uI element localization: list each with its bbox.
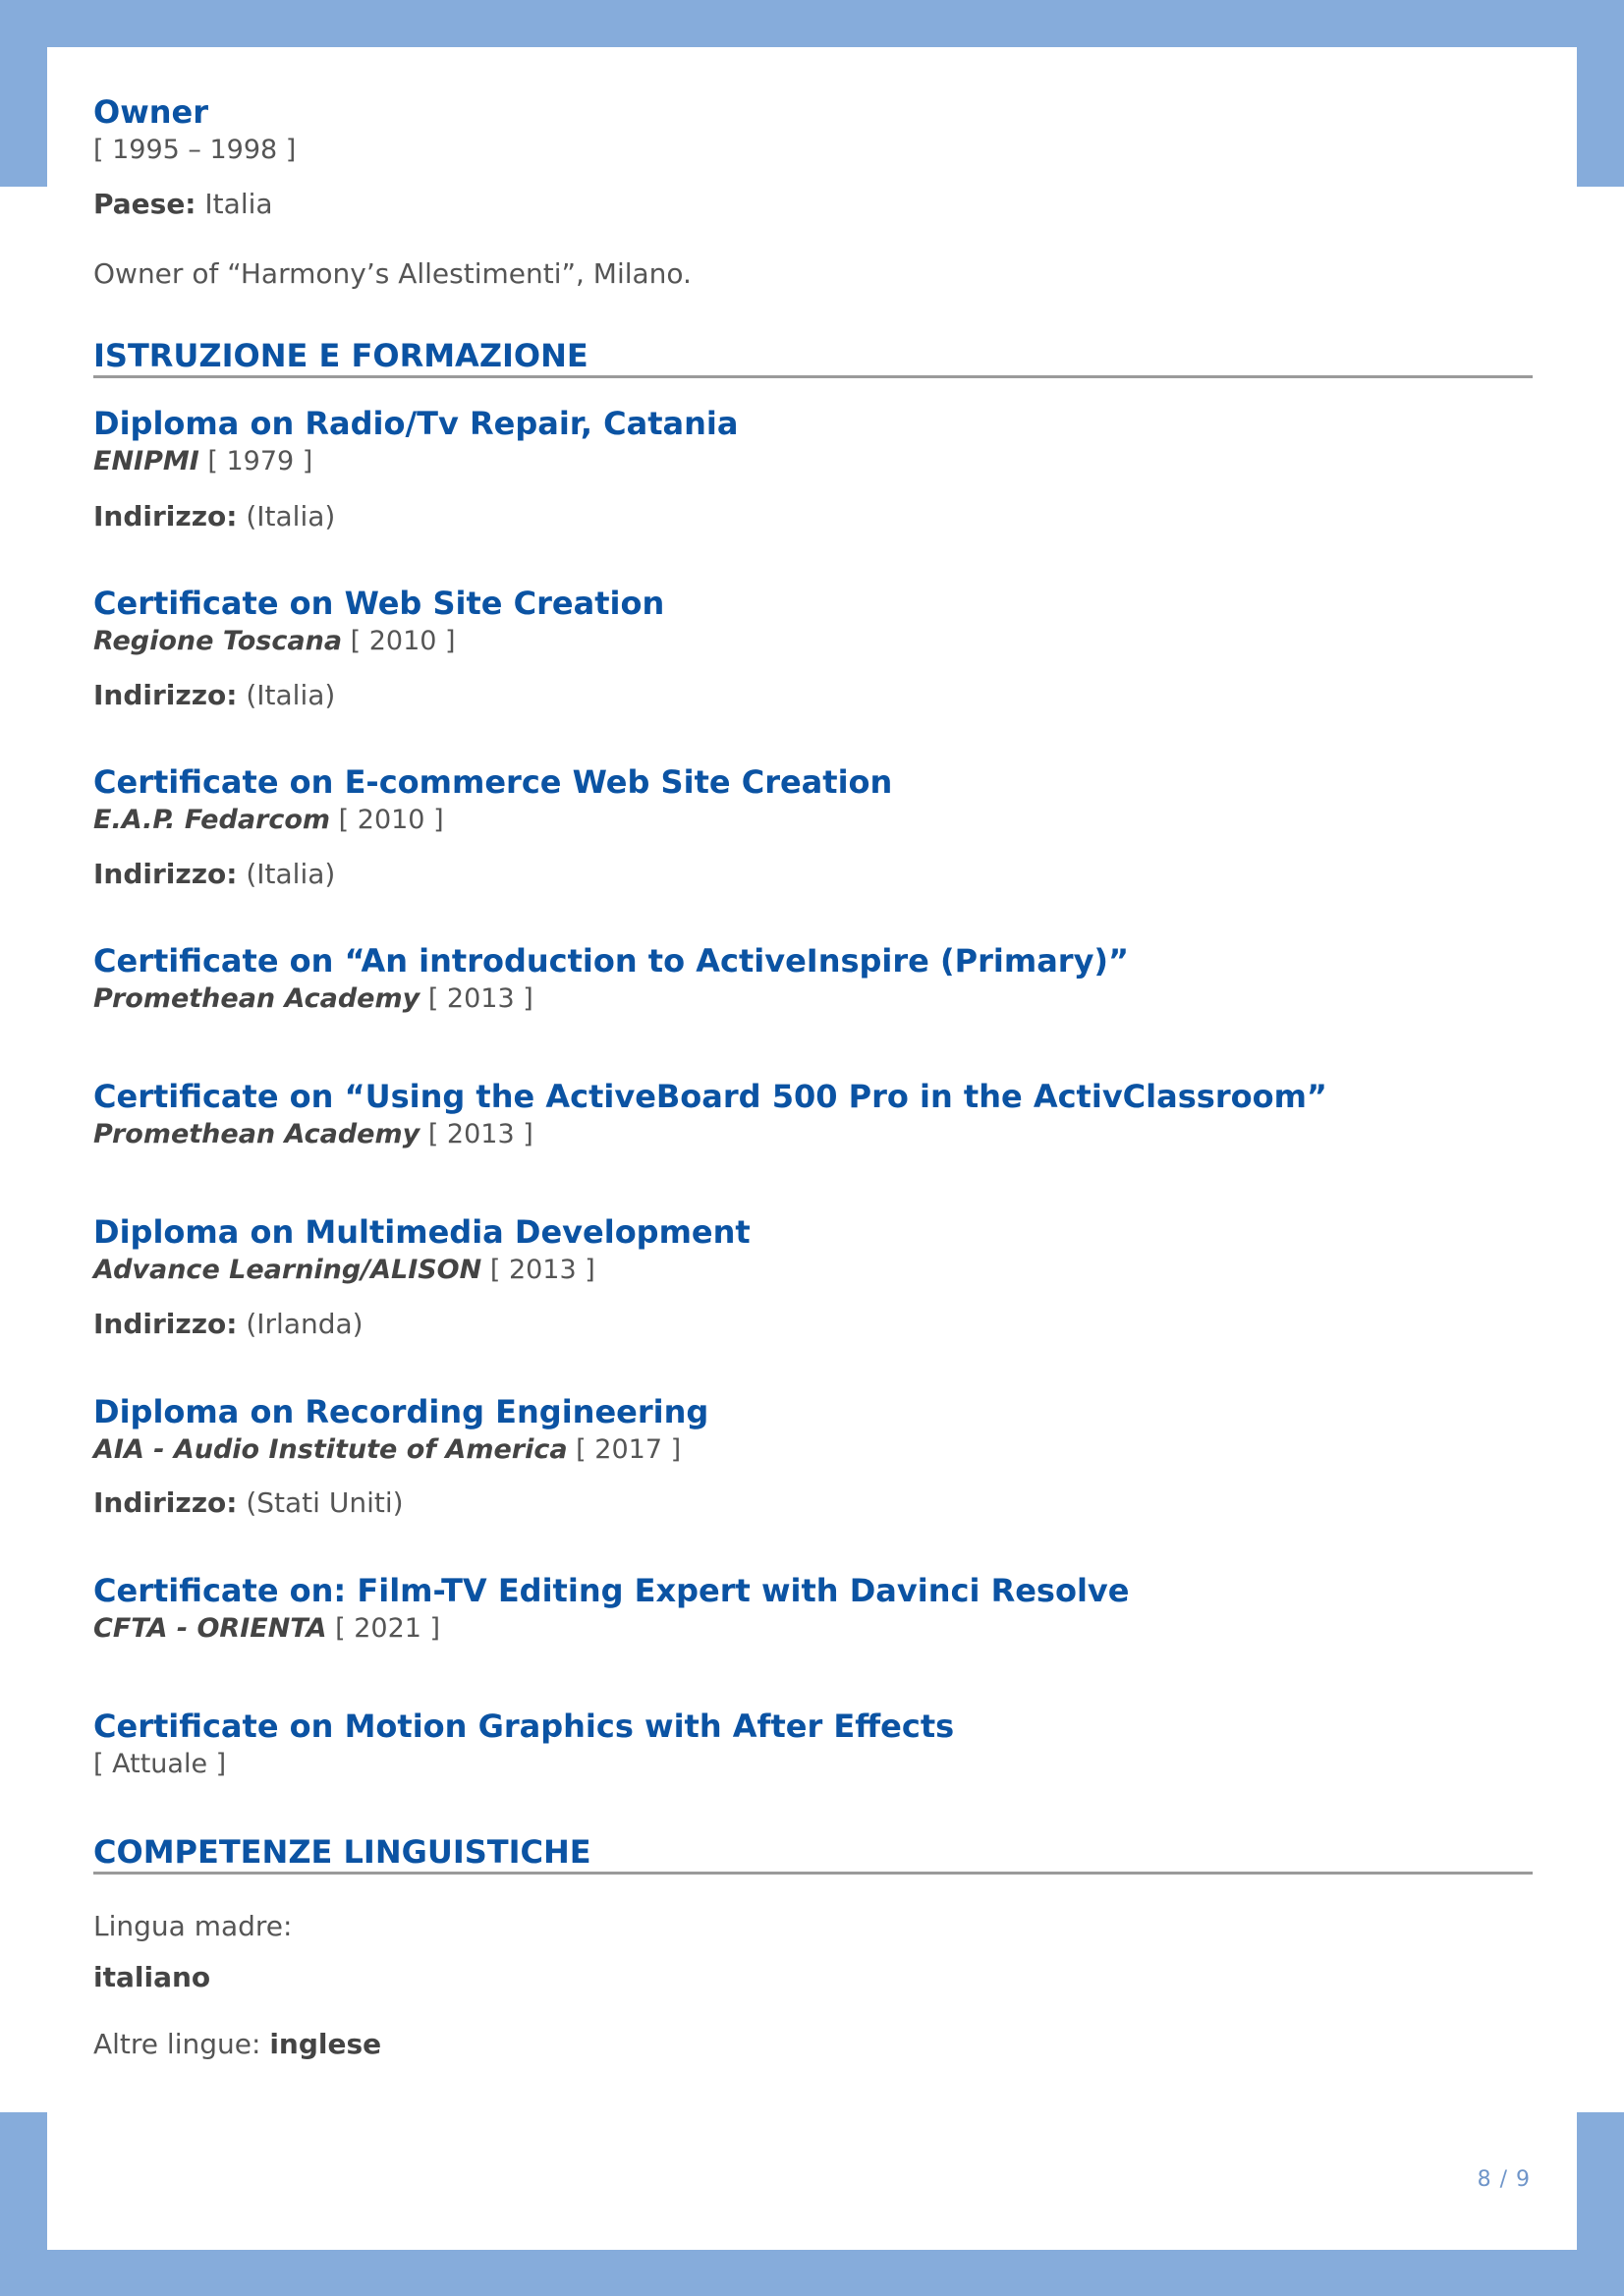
education-entry-address [93,1307,364,1342]
address-value: (Italia) [246,679,336,711]
country-label: Paese: [93,188,196,220]
education-entry-title: Certificate on “Using the ActiveBoard 500 Pro in the ActivClassroom” [93,1078,1327,1115]
education-entry-dates: [ 2013 ] [427,983,533,1014]
page-number: 8 / 9 [1477,2167,1531,2192]
address-value: (Stati Uniti) [246,1486,404,1519]
education-entry-meta [93,625,456,658]
address-value: (Italia) [246,500,336,532]
education-entry-dates: [ 2021 ] [335,1613,441,1644]
address-value: (Irlanda) [246,1308,364,1340]
job-dates: [ 1995 – 1998 ] [93,135,297,165]
education-entry-meta [93,1748,226,1781]
country-value: Italia [204,188,273,220]
mother-tongue-label: Lingua madre: [93,1910,293,1942]
education-entry-title: Diploma on Multimedia Development [93,1213,751,1251]
education-entry-meta [93,1433,681,1467]
education-entry-address [93,678,335,713]
education-entry-meta [93,1612,440,1646]
education-entry-dates: [ 2013 ] [427,1119,533,1149]
education-entry-title: Certificate on E-commerce Web Site Creation [93,763,893,801]
education-entry-org: CFTA - ORIENTA [93,1613,327,1644]
education-entry-org: ENIPMI [93,446,199,476]
section-header-languages: COMPETENZE LINGUISTICHE [93,1832,1533,1875]
education-entry-dates: [ 2010 ] [350,626,456,656]
other-languages-value: inglese [269,2028,382,2060]
education-entry-org: Promethean Academy [93,983,420,1014]
education-entry-meta [93,1118,533,1151]
job-country [93,187,273,222]
education-entry-dates: [ Attuale ] [93,1749,227,1779]
address-label: Indirizzo: [93,679,238,711]
education-entry-title: Certificate on: Film-TV Editing Expert with Davinci Resolve [93,1572,1130,1609]
education-entry-meta [93,982,533,1016]
job-title: Owner [93,93,209,131]
mother-tongue-language: italiano [93,1961,211,1993]
education-entry-title: Certificate on Web Site Creation [93,585,665,622]
education-entry-title: Diploma on Radio/Tv Repair, Catania [93,405,739,442]
education-entry-title: Certificate on “An introduction to ActiveInspire (Primary)” [93,942,1130,980]
education-entry-meta [93,445,312,478]
education-entry-title: Certificate on Motion Graphics with After Effects [93,1708,955,1745]
education-entry-title: Diploma on Recording Engineering [93,1393,709,1430]
education-entry-org: Regione Toscana [93,626,343,656]
education-entry-org: Promethean Academy [93,1119,420,1149]
education-entry-dates: [ 2010 ] [338,805,444,835]
address-label: Indirizzo: [93,858,238,890]
address-label: Indirizzo: [93,1486,238,1519]
other-languages-label: Altre lingue: [93,2028,261,2060]
education-entry-dates: [ 2013 ] [489,1255,595,1285]
address-label: Indirizzo: [93,500,238,532]
education-entry-address [93,499,335,534]
address-value: (Italia) [246,858,336,890]
other-languages [93,2027,381,2062]
job-description: Owner of “Harmony’s Allestimenti”, Milano. [93,257,692,290]
education-entry-address [93,1485,404,1521]
address-label: Indirizzo: [93,1308,238,1340]
education-entry-org: Advance Learning/ALISON [93,1255,482,1285]
section-header-education: ISTRUZIONE E FORMAZIONE [93,336,1533,378]
education-entry-meta [93,804,444,837]
education-entry-dates: [ 2017 ] [576,1434,682,1465]
education-entry-dates: [ 1979 ] [207,446,313,476]
mother-tongue-value [93,1960,210,1995]
education-entry-org: AIA - Audio Institute of America [93,1434,568,1465]
education-entry-address [93,857,335,892]
education-entry-org: E.A.P. Fedarcom [93,805,331,835]
education-entry-meta [93,1254,595,1287]
